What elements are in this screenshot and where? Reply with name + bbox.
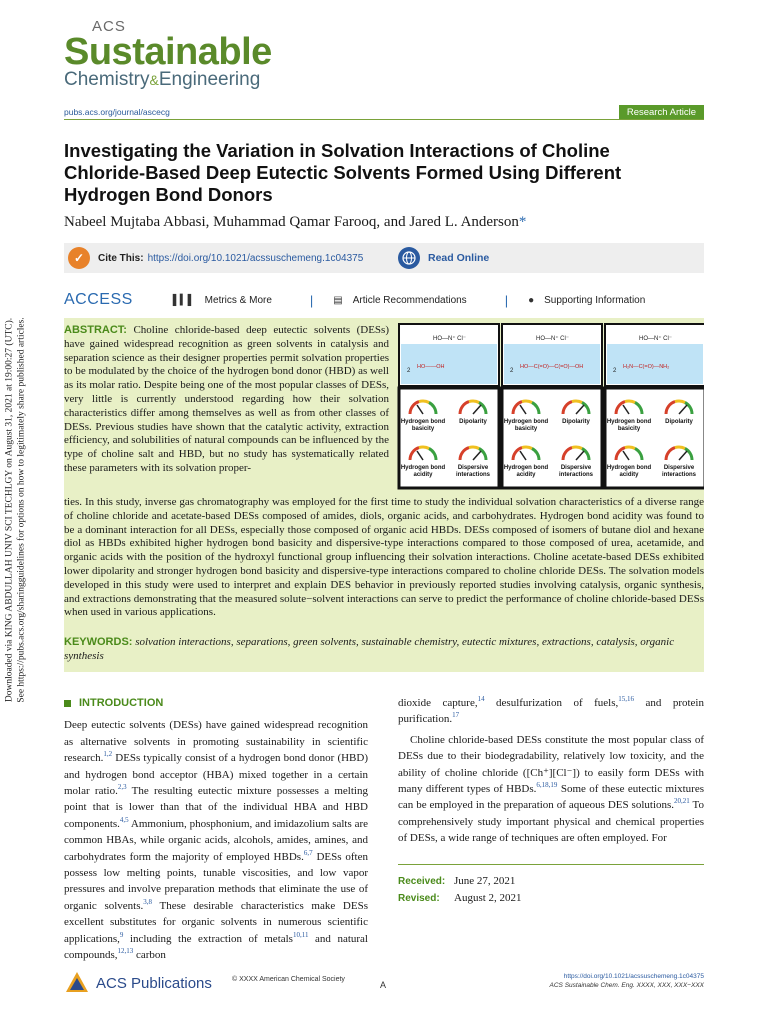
acs-flask-icon: [64, 970, 90, 996]
abstract-left-body: Choline chloride-based deep eutectic solvents (DESs) have gained widespread recognition as green solvents in catalysis and separation science as their designer properties permit solvation properties to be modulated by the choice of the hydrogen bond donor (HBD) as well as its molar ratio. Despite being one of the most popular classes of DESs, very little is currently understood regarding how their solvation characteristics differ among themselves as well as from other classes of DESs. Previous studies have shown that the catalytic activity, extraction efficiency, and solubilities of natural compounds can be influenced by the type of choline salt and HBD, but no study has systematically related these parameters with its solvation proper-: [64, 324, 389, 474]
gauge-arc-yellow: [469, 401, 479, 403]
ref[interactable]: 17: [452, 711, 460, 720]
received-label: Received:: [398, 876, 446, 887]
supporting-info-link[interactable]: [528, 295, 645, 306]
ref[interactable]: 6,7: [303, 848, 313, 857]
ref[interactable]: 4,5: [119, 815, 129, 824]
cite-label: Cite This:: [98, 252, 144, 264]
publisher-name: ACS Publications: [96, 974, 212, 992]
text-run: The resulting eutectic mixture possesses a melting point that is lower than that of the individual HBA and HBD components.: [64, 785, 368, 830]
gauge-label: acidity: [516, 472, 536, 478]
read-online-button[interactable]: [394, 243, 704, 273]
separator: |: [504, 292, 509, 308]
gauge-arc-yellow: [675, 401, 685, 403]
received-row: [398, 873, 704, 890]
recommendations-label: Article Recommendations: [352, 294, 467, 306]
gauge-label: Hydrogen bond: [400, 465, 446, 471]
metrics-link[interactable]: [173, 295, 272, 306]
download-notice: [4, 300, 28, 720]
text-run: Deep eutectic solvents (DESs) have gained widespread recognition as alternative solvents in promoting sustainability in scientific research.: [64, 719, 368, 765]
gauge-label: acidity: [619, 472, 639, 478]
header-rule: [64, 119, 704, 120]
footer-citation-text: ACS Sustainable Chem. Eng. XXXX, XXX, XXX−XXX: [549, 982, 704, 989]
molar-ratio-label: 2: [613, 368, 617, 374]
gauge-label: basicity: [514, 426, 538, 432]
intro-heading: INTRODUCTION: [79, 697, 164, 709]
article-type-badge: Research Article: [619, 105, 704, 120]
hbd-structure-label: HO—C(=O)—C(=O)—OH: [520, 364, 584, 370]
authors-text: Nabeel Mujtaba Abbasi, Muhammad Qamar Farooq, and Jared L. Anderson: [64, 214, 519, 230]
choline-structure-label: HO—N⁺ Cl⁻: [536, 336, 569, 342]
journal-logo: [64, 18, 272, 91]
molar-ratio-label: 2: [510, 368, 514, 374]
intro-column-right: [398, 695, 704, 847]
keywords-label: KEYWORDS:: [64, 636, 133, 648]
intro-column-left: [64, 695, 368, 964]
access-bar: [64, 289, 704, 311]
gauge-label: Dispersive: [560, 465, 592, 471]
cite-this: [64, 243, 388, 273]
abstract-text-full: ties. In this study, inverse gas chromatography was employed for the first time to study the individual solvation characteristics of a diverse range of choline chloride and acetate-based DESs composed of amides, diols, organic acids, and carbohydrates. Hydrogen bond acidity was found to be a dominant interaction for all DESs, especially those composed of organic acid HBDs. DESs composed of isomers of butane diol and hexane diol as HBDs exhibited higher hydrogen bond basicity and dispersive-type interactions compared to those composed of urea, acetamide, and organic acids with the position of the hydroxyl functional group influencing their solvation interactions. Choline acetate-based DESs exhibited lower dipolarity and stronger hydrogen bond basicity and dispersive-type interactions compared to choline chloride DESs. The solvation models developed in this study were used to interpret and explain DES behavior in previously reported studies involving catalysis, organic synthesis, and extractions demonstrating that the measured solute−solvent interactions can serve to predict the performance of choline chloride-based DESs when used in various applications.: [64, 496, 704, 619]
bar-chart-icon: ▌▍▌: [172, 294, 195, 306]
beaker-liquid: [401, 344, 497, 384]
publisher-logo[interactable]: [64, 970, 212, 996]
gauge-label: Dipolarity: [459, 419, 487, 425]
gauge-label: Hydrogen bond: [503, 465, 549, 471]
choline-structure-label: HO—N⁺ Cl⁻: [433, 336, 466, 342]
choline-structure-label: HO—N⁺ Cl⁻: [639, 336, 672, 342]
gauge-arc-yellow: [572, 447, 582, 449]
access-label: ACCESS: [64, 291, 133, 308]
gauge-label: Hydrogen bond: [606, 419, 652, 425]
gauge-label: Hydrogen bond: [606, 465, 652, 471]
text-run: Ammonium, phosphonium, and imidazolium salts are common HBAs, while organic acids, alcohols, amides, amines, and carbohydrates form the majority of employed HBDs.: [64, 817, 368, 863]
gauge-arc-yellow: [625, 401, 635, 403]
gauge-label: basicity: [411, 426, 435, 432]
recommendations-link[interactable]: [333, 295, 466, 306]
ref[interactable]: 14: [477, 695, 485, 703]
si-icon: ●: [528, 294, 535, 306]
ref[interactable]: 2,3: [117, 783, 127, 792]
cite-doi-link[interactable]: https://doi.org/10.1021/acssuschemeng.1c04375: [147, 252, 364, 264]
gauge-arc-yellow: [675, 447, 685, 449]
article-icon: ▤: [333, 294, 343, 306]
ref[interactable]: 20,21: [674, 797, 690, 806]
copyright: © XXXX American Chemical Society: [232, 976, 345, 983]
footer-citation: [550, 972, 704, 990]
logo-main: Sustainable: [64, 31, 272, 73]
toc-graphic: [397, 322, 704, 490]
keywords-text: solvation interactions, separations, green solvents, sustainable chemistry, eutectic mixtures, extractions, catalysis, organic synthesis: [64, 636, 675, 662]
gauge-arc-yellow: [572, 401, 582, 403]
gauge-label: Hydrogen bond: [503, 419, 549, 425]
ref[interactable]: 15,16: [618, 695, 635, 703]
gauge-arc-yellow: [522, 447, 532, 449]
download-notice-line-2: See https://pubs.acs.org/sharingguidelines for options on how to legitimately share published articles.: [17, 317, 27, 703]
text-run: Choline chloride-based DESs constitute the most popular class of DESs due to their biodegradability, relatively low toxicity, and the ability of choline chloride ([Ch⁺][Cl⁻]) to easily form DESs with many different types of HBDs.: [398, 733, 704, 796]
gauge-arc-yellow: [522, 401, 532, 403]
ref[interactable]: 3,8: [143, 897, 153, 906]
cite-bar: [64, 243, 704, 273]
revised-date: August 2, 2021: [454, 892, 522, 904]
text-run: carbon: [135, 949, 166, 962]
ref[interactable]: 10,11: [292, 930, 309, 939]
gauge-label: basicity: [617, 426, 641, 432]
metrics-label: Metrics & More: [204, 294, 272, 306]
text-run: and natural compounds,: [64, 932, 368, 962]
ref[interactable]: 6,18,19: [536, 781, 558, 790]
globe-icon: [398, 247, 420, 269]
gauge-label: Dispersive: [457, 465, 489, 471]
keywords: [64, 636, 704, 664]
logo-sub-1: Chemistry: [64, 69, 150, 90]
abstract-text-left: [64, 324, 389, 476]
text-run: including the extraction of metals: [129, 932, 293, 945]
read-online-label: Read Online: [428, 252, 490, 264]
text-run: DESs often possess low melting points, tunable viscosities, and low vapor pressures and involve preparation methods that eliminate the use of organic solvents.: [64, 850, 368, 912]
ref[interactable]: 9: [119, 930, 124, 939]
gauge-arc-yellow: [625, 447, 635, 449]
supporting-label: Supporting Information: [544, 294, 646, 306]
article-dates: [398, 864, 704, 907]
received-date: June 27, 2021: [454, 875, 516, 887]
logo-acs: ACS: [92, 18, 126, 35]
separator: |: [309, 292, 314, 308]
hbd-structure-label: H₂N—C(=O)—NH₂: [623, 364, 670, 370]
gauge-label: interactions: [558, 472, 594, 478]
gauge-label: Dispersive: [663, 465, 695, 471]
hbd-structure-label: HO——OH: [417, 364, 445, 370]
text-run: DESs typically consist of a hydrogen bond donor (HBD) and hydrogen bond acceptor (HBA) mixed together in a certain molar ratio.: [64, 752, 368, 798]
revised-row: [398, 890, 704, 907]
gauge-label: Dipolarity: [665, 419, 693, 425]
check-icon: ✓: [68, 247, 90, 269]
ref[interactable]: 12,13: [117, 947, 134, 956]
page-number: A: [380, 980, 387, 990]
revised-label: Revised:: [398, 893, 440, 904]
author-list: [64, 214, 704, 231]
gauge-label: Dipolarity: [562, 419, 590, 425]
section-heading: [64, 695, 368, 711]
article-title: Investigating the Variation in Solvation Interactions of Choline Chloride-Based Deep Eutectic Solvents Formed Using Different Hydrogen Bond Donors: [64, 140, 622, 205]
logo-subtitle: [64, 69, 272, 91]
abstract-label: ABSTRACT:: [64, 324, 127, 336]
gauge-label: Hydrogen bond: [400, 419, 446, 425]
text-run: These desirable characteristics make DESs excellent substitutes for organic solvents in numerous scientific applications,: [64, 899, 368, 945]
section-square-icon: [64, 700, 71, 707]
journal-url[interactable]: pubs.acs.org/journal/ascecg: [64, 107, 170, 117]
abstract-box: [64, 318, 704, 672]
footer-doi-link[interactable]: https://doi.org/10.1021/acssuschemeng.1c04375: [563, 973, 704, 980]
text-run: To comprehensively study important physical and chemical properties of DESs, a wide range of techniques are often employed. For: [398, 799, 704, 845]
text-run: desulfurization of fuels,: [496, 697, 619, 709]
gauge-label: acidity: [413, 472, 433, 478]
gauge-label: interactions: [661, 472, 697, 478]
logo-sub-amp: &: [149, 72, 159, 88]
text-run: Some of these eutectic mixtures can be employed in the preparation of aqueous DES solutions.: [398, 783, 705, 812]
text-run: and protein purification.: [398, 697, 704, 726]
corresponding-author-mark[interactable]: *: [518, 214, 527, 230]
molar-ratio-label: 2: [407, 368, 411, 374]
intro-right-paragraph-1: [398, 695, 704, 728]
gauge-arc-yellow: [419, 401, 429, 403]
intro-left-text: [64, 717, 368, 963]
text-run: dioxide capture,: [398, 697, 478, 709]
ref[interactable]: 1,2: [103, 750, 113, 759]
gauge-arc-yellow: [419, 447, 429, 449]
logo-sub-2: Engineering: [158, 69, 261, 90]
intro-right-paragraph-2: [398, 732, 704, 847]
gauge-arc-yellow: [469, 447, 479, 449]
download-notice-line-1: Downloaded via KING ABDULLAH UNIV SCI TECHLGY on August 31, 2021 at 19:00:27 (UTC).: [5, 317, 15, 703]
gauge-label: interactions: [455, 472, 491, 478]
